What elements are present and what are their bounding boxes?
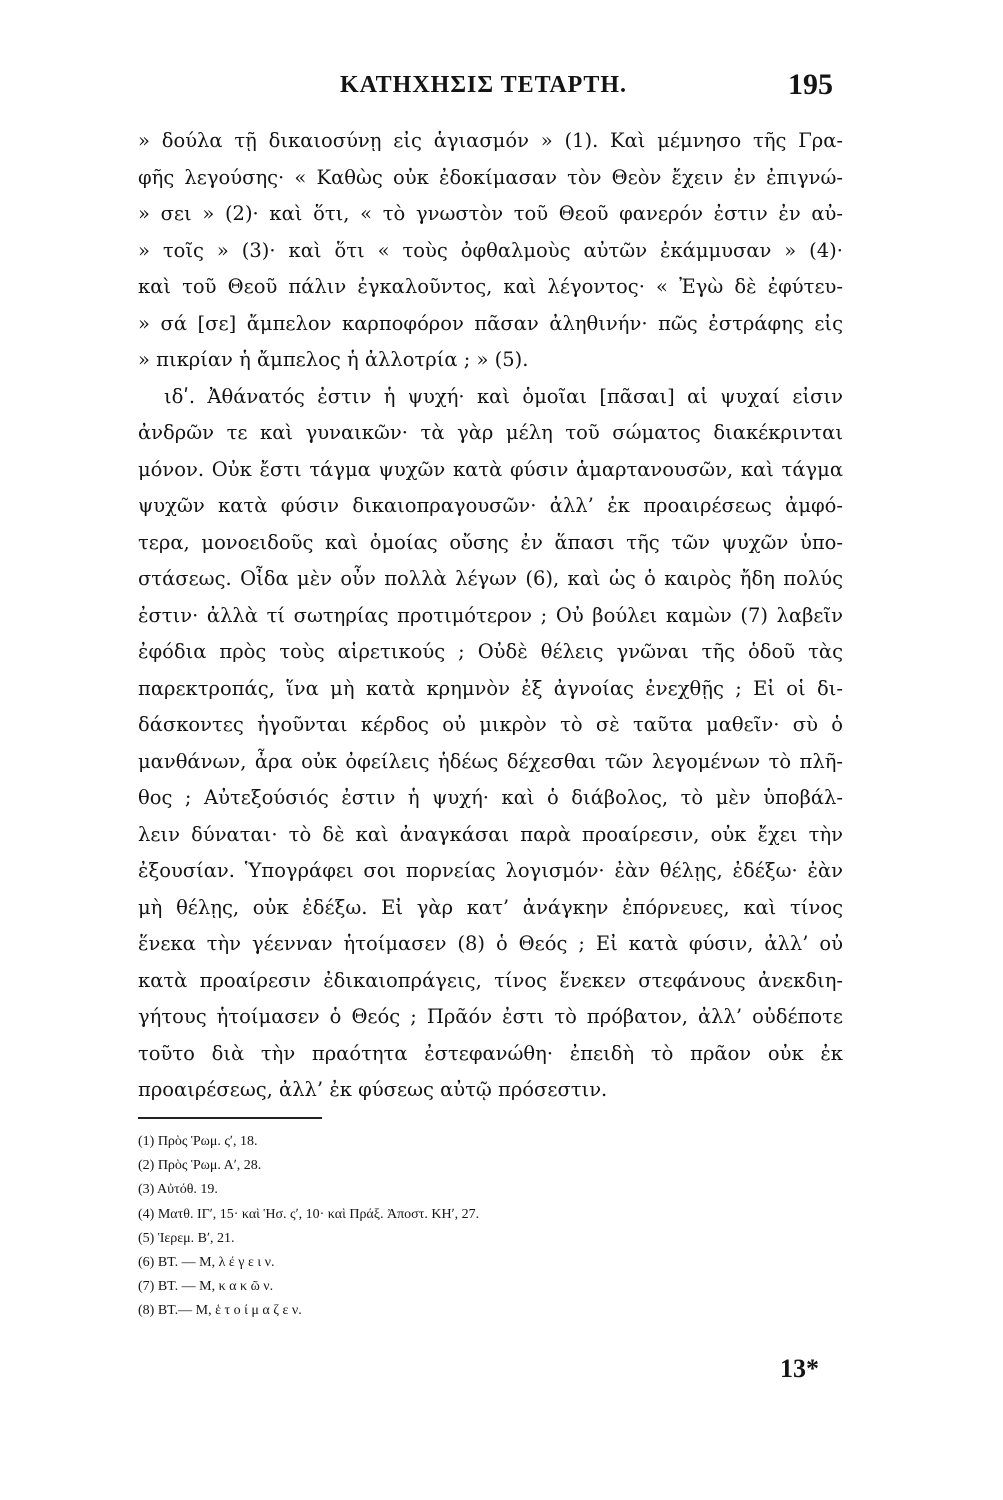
signature-mark: 13* xyxy=(780,1354,819,1383)
text-line: γήτους ἡτοίμασεν ὁ Θεός ; Πρᾶόν ἐστι τὸ πρόβατον, ἀλλ’ οὐδέποτε xyxy=(138,1005,843,1028)
text-line: φῆς λεγούσης· « Καθὼς οὐκ ἐδοκίμασαν τὸν Θεὸν ἔχειν ἐν ἐπιγνώ- xyxy=(138,165,843,189)
text-line: μὴ θέλῃς, οὐκ ἐδέξω. Εἰ γὰρ κατ’ ἀνάγκην ἐπόρνευες, καὶ τίνος xyxy=(138,895,843,919)
footnote: (5) Ἱερεμ. Βʹ, 21. xyxy=(138,1230,235,1246)
text-line: κατὰ προαίρεσιν ἐδικαιοπράγεις, τίνος ἕνεκεν στεφάνους ἀνεκδιη- xyxy=(138,968,843,992)
text-line: » δούλα τῇ δικαιοσύνῃ εἰς ἁγιασμόν » (1). Καὶ μέμνησο τῆς Γρα- xyxy=(138,129,843,152)
running-header xyxy=(340,68,833,108)
text-line: » σει » (2)· καὶ ὅτι, « τὸ γνωστὸν τοῦ Θεοῦ φανερόν ἐστιν ἐν αὐ- xyxy=(138,202,843,225)
text-line: ἐξουσίαν. Ὑπογράφει σοι πορνείας λογισμόν· ἐὰν θέλῃς, ἐδέξω· ἐὰν xyxy=(138,859,843,882)
footnote: (6) ΒΤ. — Μ, λ έ γ ε ι ν. xyxy=(138,1254,275,1270)
footnote: (8) ΒΤ.— Μ, ἑ τ ο ί μ α ζ ε ν. xyxy=(138,1303,302,1319)
text-line: δάσκοντες ἡγοῦνται κέρδος οὐ μικρὸν τὸ σὲ ταῦτα μαθεῖν· σὺ ὁ xyxy=(138,713,843,736)
text-line: ἐστιν· ἀλλὰ τί σωτηρίας προτιμότερον ; Οὐ βούλει καμὼν (7) λαβεῖν xyxy=(138,603,843,627)
footnotes xyxy=(138,1130,838,1324)
text-line: θος ; Αὐτεξούσιός ἐστιν ἡ ψυχή· καὶ ὁ διάβολος, τὸ μὲν ὑποβάλ- xyxy=(138,786,843,809)
footnote: (4) Ματθ. ΙΓʹ, 15· καὶ Ἡσ. ςʹ, 10· καὶ Πράξ. Ἀποστ. ΚΗʹ, 27. xyxy=(138,1206,480,1222)
text-line: καὶ τοῦ Θεοῦ πάλιν ἐγκαλοῦντος, καὶ λέγοντος· « Ἐγὼ δὲ ἐφύτευ- xyxy=(138,275,843,298)
text-line: τερα, μονοειδοῦς καὶ ὁμοίας οὔσης ἐν ἅπασι τῆς τῶν ψυχῶν ὑπο- xyxy=(138,530,843,554)
text-line: προαιρέσεως, ἀλλ’ ἐκ φύσεως αὐτῷ πρόσεστιν. xyxy=(138,1078,608,1101)
page-number: 195 xyxy=(788,68,833,101)
text-line: » πικρίαν ἡ ἄμπελος ἡ ἀλλοτρία ; » (5). xyxy=(138,348,529,371)
running-title: ΚΑΤΗΧΗΣΙΣ ΤΕΤΑΡΤΗ. xyxy=(340,72,627,98)
text-line: ιδʹ. Ἀθάνατός ἐστιν ἡ ψυχή· καὶ ὁμοῖαι [πᾶσαι] αἱ ψυχαί εἰσιν xyxy=(164,384,843,408)
footnote: (3) Αὐτόθ. 19. xyxy=(138,1182,218,1198)
footnote-divider xyxy=(138,1117,322,1119)
text-line: μανθάνων, ἆρα οὐκ ὀφείλεις ἡδέως δέχεσθαι τῶν λεγομένων τὸ πλῆ- xyxy=(138,749,843,773)
text-line: ψυχῶν κατὰ φύσιν δικαιοπραγουσῶν· ἀλλ’ ἐκ προαιρέσεως ἀμφό- xyxy=(138,494,843,517)
text-line: μόνον. Οὐκ ἔστι τάγμα ψυχῶν κατὰ φύσιν ἁμαρτανουσῶν, καὶ τάγμα xyxy=(138,457,843,481)
footnote: (1) Πρὸς Ῥωμ. ςʹ, 18. xyxy=(138,1134,258,1149)
text-line: ἐφόδια πρὸς τοὺς αἱρετικούς ; Οὐδὲ θέλεις γνῶναι τῆς ὁδοῦ τὰς xyxy=(138,640,843,663)
text-line: » σά [σε] ἄμπελον καρποφόρον πᾶσαν ἀληθινήν· πῶς ἐστράφης εἰς xyxy=(138,311,843,335)
text-line: λειν δύναται· τὸ δὲ καὶ ἀναγκάσαι παρὰ προαίρεσιν, οὐκ ἔχει τὴν xyxy=(138,822,843,846)
footnote: (7) ΒΤ. — Μ, κ α κ ῶ ν. xyxy=(138,1279,274,1295)
text-line: ἀνδρῶν τε καὶ γυναικῶν· τὰ γὰρ μέλη τοῦ σώματος διακέκρινται xyxy=(138,421,843,444)
footnote: (2) Πρὸς Ῥωμ. Αʹ, 28. xyxy=(138,1158,262,1174)
text-line: στάσεως. Οἶδα μὲν οὖν πολλὰ λέγων (6), καὶ ὡς ὁ καιρὸς ἤδη πολύς xyxy=(138,567,843,590)
text-line: ἕνεκα τὴν γέενναν ἡτοίμασεν (8) ὁ Θεός ; Εἰ κατὰ φύσιν, ἀλλ’ οὐ xyxy=(138,932,843,955)
text-line: παρεκτροπάς, ἵνα μὴ κατὰ κρημνὸν ἐξ ἀγνοίας ἐνεχθῇς ; Εἰ οἱ δι- xyxy=(138,676,843,700)
text-line: » τοῖς » (3)· καὶ ὅτι « τοὺς ὀφθαλμοὺς αὐτῶν ἐκάμμυσαν » (4)· xyxy=(138,238,843,262)
text-line: τοῦτο διὰ τὴν πραότητα ἐστεφανώθη· ἐπειδὴ τὸ πρᾶον οὐκ ἐκ xyxy=(138,1041,843,1065)
main-text xyxy=(138,123,843,1109)
